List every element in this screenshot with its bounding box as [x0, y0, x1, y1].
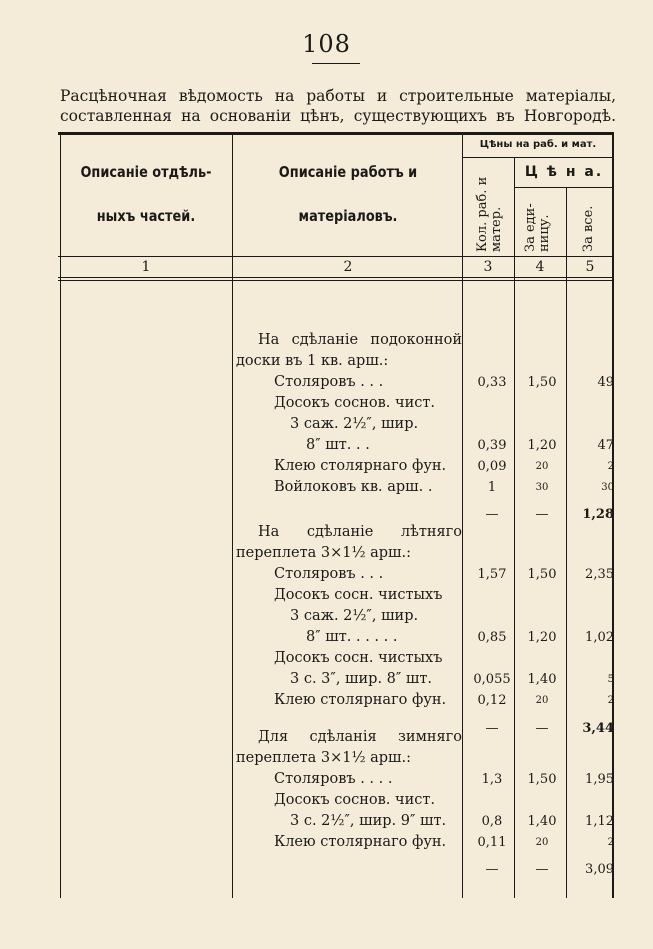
col1-header-line-2: ныхъ частей.: [96, 207, 196, 225]
section-2-item-2: Досокъ сосн. чистыхъ: [274, 587, 443, 603]
section-2-heading-line-2: переплета 3×1½ арш.:: [236, 545, 412, 561]
section-2-item-4-unit: 1,20: [527, 630, 557, 645]
price-group-header: Ц ѣ н а.: [524, 164, 604, 180]
section-1-sum-total: 1,28: [582, 507, 614, 522]
col3-header: Кол. раб. и матер.: [475, 176, 504, 252]
section-1-item-3: 3 саж. 2½″, шир.: [290, 416, 419, 432]
section-3-sum-total: 3,09: [585, 862, 614, 877]
colnum-bottom-rule-2: [58, 280, 614, 281]
caption-line-2: составленная на основаніи цѣнъ, существующихъ въ Новгородѣ.: [60, 107, 616, 125]
price-table: [58, 132, 614, 898]
page-number: 108: [302, 30, 351, 58]
section-1-sum-unit: —: [535, 507, 549, 522]
caption-line-1: Расцѣночная вѣдомость на работы и строительные матеріалы,: [60, 87, 616, 105]
page-number-rule: [312, 63, 360, 64]
prices-group-rule: [462, 157, 614, 158]
section-1-sum-qty: —: [485, 507, 499, 522]
section-1-item-1-unit: 1,50: [527, 375, 557, 390]
section-3-item-1-total: 1,95: [585, 772, 614, 787]
section-2-sum-qty: —: [485, 721, 499, 736]
column-number-3: 3: [483, 259, 493, 275]
section-2-item-1-qty: 1,57: [477, 567, 507, 582]
section-1-item-4-total: 47: [597, 438, 614, 453]
section-2-item-6-unit: 1,40: [527, 672, 557, 687]
col2-header-line-2: матеріаловъ.: [298, 207, 398, 225]
section-2-item-4-total: 1,02: [585, 630, 614, 645]
section-2-heading-line-1: На сдѣланіе лѣтняго: [258, 524, 462, 540]
section-2-item-3: 3 саж. 2½″, шир.: [290, 608, 419, 624]
section-1-item-5-qty: 0,09: [477, 459, 507, 474]
section-1-item-1: Столяровъ . . .: [274, 374, 384, 390]
section-3-item-4: Клею столярнаго фун.: [274, 834, 447, 850]
col4-col5-rule: [566, 187, 567, 898]
section-1-item-6-qty: 1: [487, 480, 497, 495]
section-1-heading-line-1: На сдѣланіе подоконной: [258, 332, 462, 348]
section-3-item-3-total: 1,12: [585, 814, 614, 829]
section-1-item-4-unit: 1,20: [527, 438, 557, 453]
col2-header-line-1: Описаніе работъ и: [278, 163, 418, 181]
section-3-item-3-qty: 0,8: [481, 814, 503, 829]
section-3-heading-line-2: переплета 3×1½ арш.:: [236, 750, 412, 766]
col1-header-line-1: Описаніе отдѣль-: [80, 163, 212, 181]
table-top-rule: [58, 132, 614, 135]
col1-col2-rule: [232, 132, 233, 898]
section-2-item-6-qty: 0,055: [473, 672, 511, 687]
section-3-item-1-qty: 1,3: [481, 772, 503, 787]
section-3-item-4-unit: 20: [535, 837, 549, 848]
section-2-item-4-qty: 0,85: [477, 630, 507, 645]
section-1-item-2: Досокъ соснов. чист.: [274, 395, 436, 411]
section-1-item-1-total: 49: [597, 375, 614, 390]
section-1-item-6-total: 30: [601, 482, 614, 493]
section-2-item-7-qty: 0,12: [477, 693, 507, 708]
section-2-item-1-total: 2,35: [585, 567, 614, 582]
section-2-item-5: Досокъ сосн. чистыхъ: [274, 650, 443, 666]
colnum-bottom-rule: [58, 277, 614, 278]
section-1-item-5-total: 2: [607, 461, 614, 472]
prices-group-header: Цѣны на раб. и мат.: [479, 139, 597, 150]
table-caption: [60, 86, 616, 126]
section-2-item-7: Клею столярнаго фун.: [274, 692, 447, 708]
section-2-item-4: 8″ шт. . . . . .: [306, 629, 398, 645]
section-1-item-5: Клею столярнаго фун.: [274, 458, 447, 474]
section-3-heading-line-1: Для сдѣланія зимняго: [258, 729, 462, 745]
column-number-5: 5: [585, 259, 595, 275]
column-number-1: 1: [141, 259, 151, 275]
section-1-item-6-unit: 30: [535, 482, 549, 493]
header-bottom-rule: [58, 256, 614, 257]
col4-header: За еди- ницу.: [523, 203, 552, 252]
section-2-item-7-total: 2: [607, 695, 614, 706]
section-3-sum-unit: —: [535, 862, 549, 877]
section-3-item-3-unit: 1,40: [527, 814, 557, 829]
section-1-heading-line-2: доски въ 1 кв. арш.:: [236, 353, 389, 369]
section-3-item-1-unit: 1,50: [527, 772, 557, 787]
section-1-item-4: 8″ шт. . .: [306, 437, 370, 453]
section-2-item-6: 3 с. 3″, шир. 8″ шт.: [290, 671, 433, 687]
section-2-sum-unit: —: [535, 721, 549, 736]
section-2-sum-total: 3,44: [582, 721, 614, 736]
section-3-item-1: Столяровъ . . . .: [274, 771, 393, 787]
price-group-rule: [514, 187, 614, 188]
section-3-item-2: Досокъ соснов. чист.: [274, 792, 436, 808]
section-1-item-4-qty: 0,39: [477, 438, 507, 453]
section-3-sum-qty: —: [485, 862, 499, 877]
column-number-2: 2: [343, 259, 353, 275]
section-2-item-1: Столяровъ . . .: [274, 566, 384, 582]
section-1-item-6: Войлоковъ кв. арш. .: [274, 479, 433, 495]
section-2-item-6-total: 5: [607, 674, 614, 685]
section-2-item-1-unit: 1,50: [527, 567, 557, 582]
section-2-item-7-unit: 20: [535, 695, 549, 706]
column-number-4: 4: [535, 259, 545, 275]
col2-col3-rule: [462, 132, 463, 898]
section-3-item-4-total: 2: [607, 837, 614, 848]
section-3-item-4-qty: 0,11: [477, 835, 507, 850]
section-1-item-1-qty: 0,33: [477, 375, 507, 390]
section-1-item-5-unit: 20: [535, 461, 549, 472]
section-3-item-3: 3 с. 2½″, шир. 9″ шт.: [290, 813, 447, 829]
left-border: [60, 132, 61, 898]
col5-header: За все.: [581, 205, 596, 252]
